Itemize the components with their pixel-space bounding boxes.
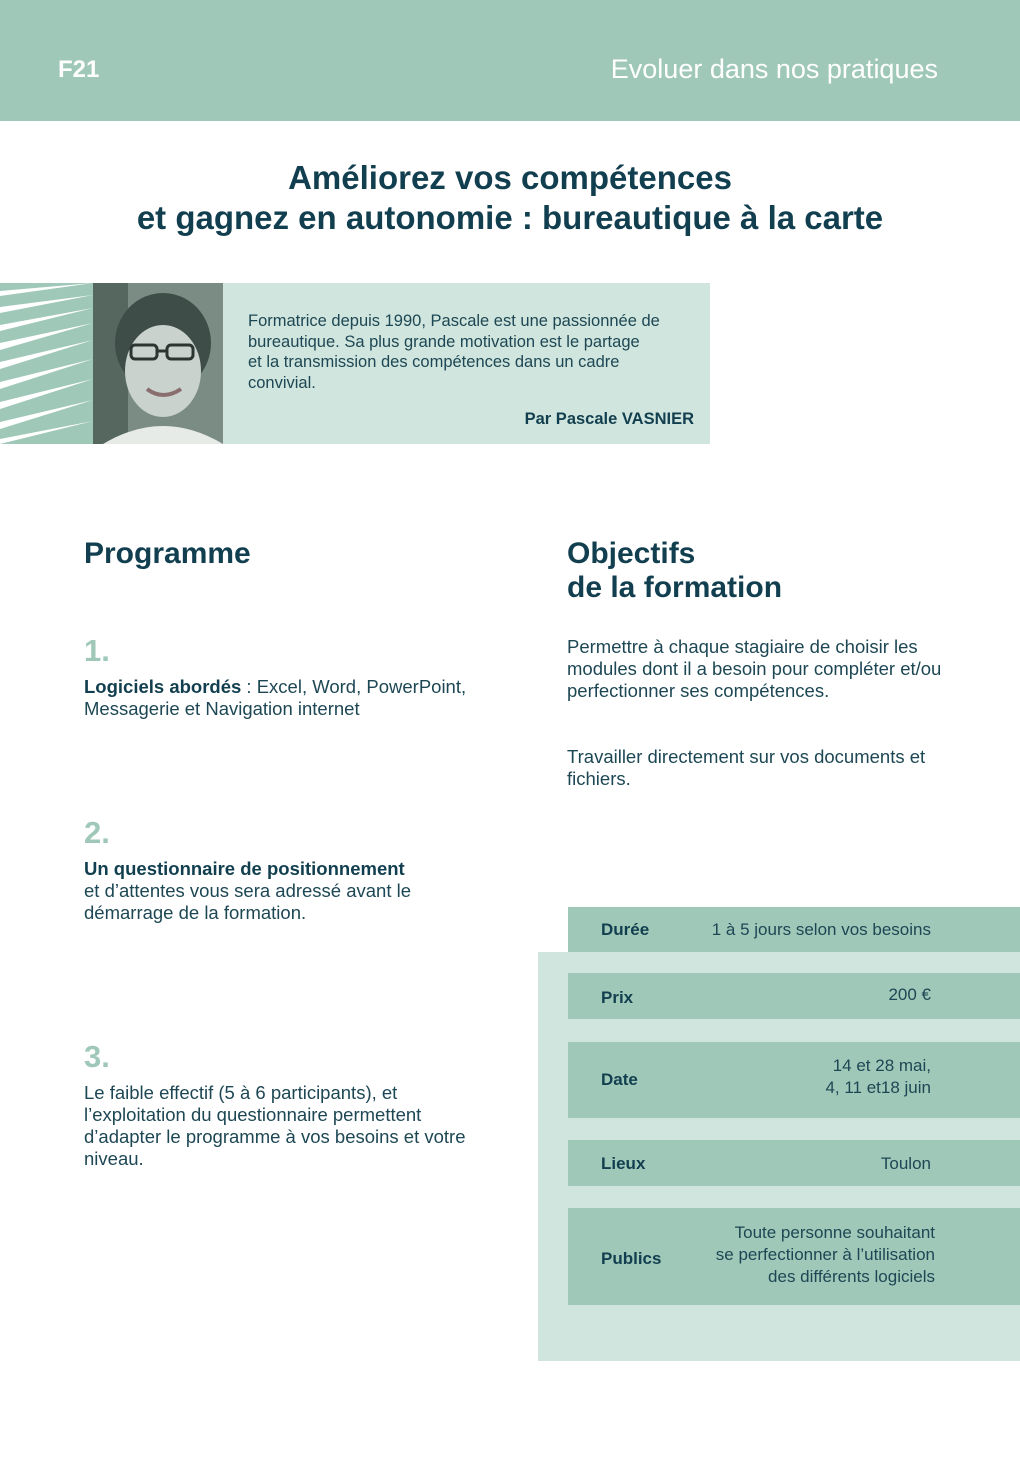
info-value: 1 à 5 jours selon vos besoins bbox=[711, 920, 931, 939]
info-value-line: 4, 11 et18 juin bbox=[825, 1078, 931, 1097]
bio-line: convivial. bbox=[248, 373, 316, 392]
info-row-date bbox=[568, 1042, 1020, 1118]
info-label: Date bbox=[601, 1070, 638, 1089]
objective-paragraph-1: Permettre à chaque stagiaire de choisir les modules dont il a besoin pour compléter et/ou perfectionner ses compétences. bbox=[567, 636, 942, 701]
programme-item-1-text: : Excel, Word, PowerPoint, Messagerie et Navigation internet bbox=[84, 676, 467, 719]
bio-line: bureautique. Sa plus grande motivation est le partage bbox=[248, 332, 640, 351]
info-value-line: des différents logiciels bbox=[768, 1267, 935, 1286]
programme-item-3: Le faible effectif (5 à 6 participants), et l’exploitation du questionnaire permettent d’adapter le programme à vos besoins et votre niveau. bbox=[84, 1082, 466, 1169]
info-value bbox=[716, 1222, 935, 1288]
objectives-heading-line-1: Objectifs bbox=[567, 537, 696, 570]
info-row-duree bbox=[568, 907, 1020, 952]
programme-item-1 bbox=[84, 676, 504, 720]
info-row-prix bbox=[568, 973, 1020, 1019]
bio-line: et la transmission des compétences dans un cadre bbox=[248, 353, 620, 371]
trainer-bio bbox=[248, 311, 698, 393]
page-title-line-1: Améliorez vos compétences bbox=[288, 159, 732, 196]
info-label: Prix bbox=[601, 988, 634, 1007]
objectives-heading-line-2: de la formation bbox=[567, 571, 783, 604]
info-row-lieux bbox=[568, 1140, 1020, 1186]
info-label: Durée bbox=[601, 920, 650, 939]
trainer-name: Par Pascale VASNIER bbox=[524, 410, 694, 428]
info-value bbox=[825, 1055, 931, 1099]
programme-number-1: 1. bbox=[84, 633, 110, 668]
objective-paragraph-2: Travailler directement sur vos documents et fichiers. bbox=[567, 746, 926, 789]
page-title bbox=[0, 158, 1020, 238]
info-label: Lieux bbox=[601, 1154, 646, 1173]
info-value: Toulon bbox=[880, 1154, 931, 1173]
programme-item-2-text: et d’attentes vous sera adressé avant le démarrage de la formation. bbox=[84, 880, 412, 923]
section-title: Evoluer dans nos pratiques bbox=[610, 54, 938, 84]
info-value-line: 14 et 28 mai, bbox=[832, 1056, 931, 1075]
programme-number-3: 3. bbox=[84, 1039, 110, 1074]
programme-item-2-bold: Un questionnaire de positionnement bbox=[84, 858, 405, 879]
course-code: F21 bbox=[58, 56, 100, 83]
trainer-bio-box bbox=[223, 283, 710, 444]
programme-item-2 bbox=[84, 858, 504, 924]
info-value-line: se perfectionner à l’utilisation bbox=[715, 1245, 935, 1264]
trainer-photo bbox=[93, 283, 223, 444]
programme-heading: Programme bbox=[84, 537, 251, 570]
info-value-line: Toute personne souhaitant bbox=[734, 1223, 935, 1242]
page-title-line-2: et gagnez en autonomie : bureautique à la carte bbox=[136, 199, 884, 236]
decorative-stripes bbox=[0, 283, 93, 444]
programme-number-2: 2. bbox=[84, 815, 110, 850]
info-value: 200 € bbox=[888, 985, 931, 1004]
bio-line: Formatrice depuis 1990, Pascale est une passionnée de bbox=[248, 312, 660, 330]
info-row-publics bbox=[568, 1208, 1020, 1305]
info-label: Publics bbox=[601, 1249, 662, 1268]
programme-item-1-bold: Logiciels abordés bbox=[84, 676, 242, 697]
portrait-illustration bbox=[93, 283, 223, 444]
objectives-heading bbox=[567, 537, 782, 605]
